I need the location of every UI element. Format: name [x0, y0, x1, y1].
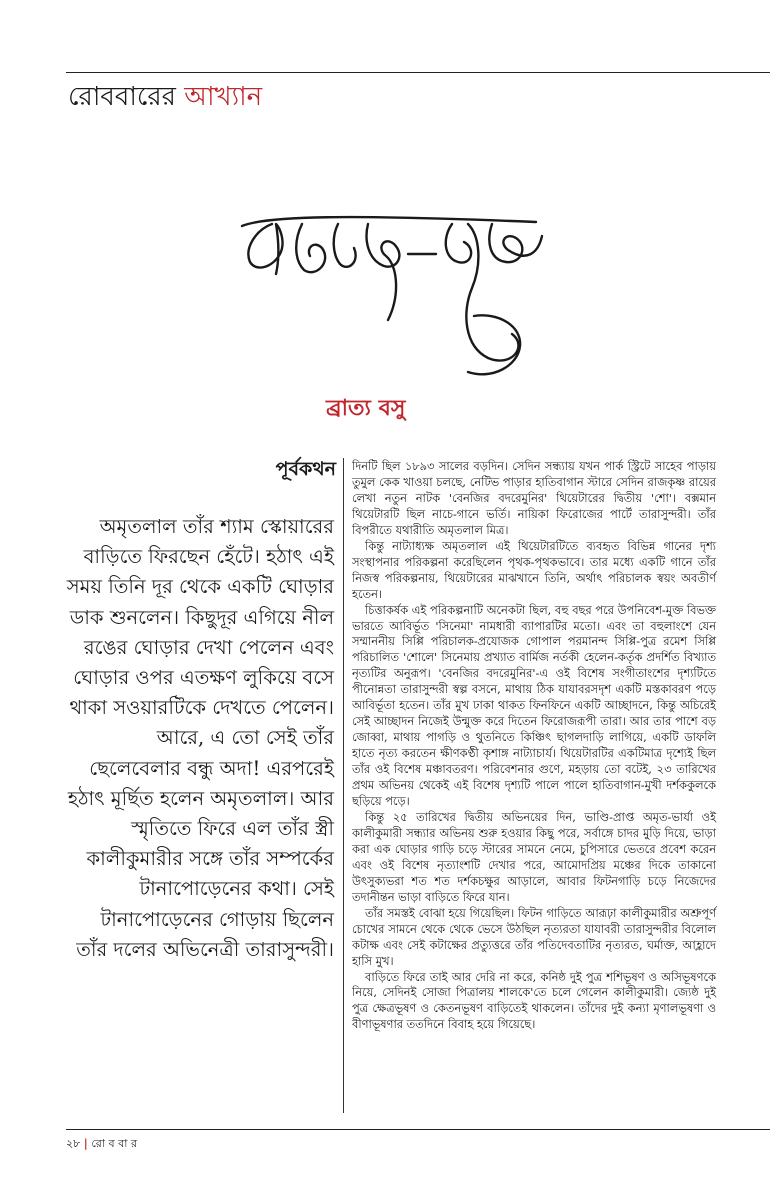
magazine-name: রো ব বা র [91, 1137, 137, 1150]
page-footer [66, 1136, 137, 1152]
intro-text: অমৃতলাল তাঁর শ্যাম স্কোয়ারের বাড়িতে ফিরছেন হেঁটে। হঠাৎ এই সময় তিনি দূর থেকে একটি ঘোড়ার ডাক শুনলেন। কিছুদূর এগিয়ে নীল রঙের ঘোড়ার দেখা পেলেন এবং ঘোড়ার ওপর এতক্ষণ লুকিয়ে বসে থাকা সওয়ারটিকে দেখতে পেলেন। আরে, এ তো সেই তাঁর ছেলেবেলার বন্ধু অদা! এরপরেই হঠাৎ মূর্ছিত হলেন অমৃতলাল। আর স্মৃতিতে ফিরে এল তাঁর স্ত্রী কালীকুমারীর সঙ্গে তাঁর সম্পর্কের টানাপোড়েনের কথা। সেই টানাপোড়েনের গোড়ায় ছিলেন তাঁর দলের অভিনেত্রী তারাসুন্দরী। [66, 515, 334, 961]
body-paragraph: বাড়িতে ফিরে তাই আর দেরি না করে, কনিষ্ঠ দুই পুত্র শশিভূষণ ও অসিভূষণকে নিয়ে, সেদিনই সোজা পিত্রালয় শালকে'তে চলে গেলেন কালীকুমারী। জ্যেষ্ঠ দুই পুত্র ক্ষেত্রভূষণ ও কেতনভূষণ বাড়িতেই থাকলেন। তাঁদের দুই কন্যা মৃণালভূষণা ও বীণাভূষণার ততদিনে বিবাহ হয়ে গিয়েছে। [352, 969, 716, 1032]
article-body [352, 459, 716, 1033]
page-number: ২৮ [66, 1137, 81, 1150]
body-paragraph: তাঁর সমস্তই বোঝা হয়ে গিয়েছিল। ফিটন গাড়িতে আরূঢ়া কালীকুমারীর অশ্রুপূর্ণ চোখের সামনে থেকে থেকে ভেসে উঠছিল নৃত্যরতা যাযাবরী তারাসুন্দরীর বিলোল কটাক্ষ এবং সেই কটাক্ষের প্রত্যুত্তরে তাঁর পতিদেবতাটির নৃত্যরত, ঘর্মাক্ত, আহ্লাদে হাসি মুখ। [352, 905, 716, 968]
header-rule [66, 72, 770, 73]
body-paragraph: কিন্তু ২৫ তারিখের দ্বিতীয় অভিনয়ের দিন, ভাণ্ডি-প্রাপ্ত অমৃত-ভার্যা ওই কালীকুমারী সন্ধ্যার অভিনয় শুরু হওয়ার কিছু পরে, সর্বাঙ্গে চাদর মুড়ি দিয়ে, ভাড়া করা এক ঘোড়ার গাড়ি চড়ে স্টারের সামনে নেমে, চুপিসারে ভেতরে প্রবেশ করেন এবং ওই বিশেষ নৃত্যাংশটি দেখার পরে, আমোদপ্রিয় মঞ্চের দিকে তাকানো উৎসুক্যভরা শত শত দর্শকচক্ষুর আড়ালে, আবার ফিটনগাড়ি চড়ে নিজেদের তদানীন্তন ভাড়া বাড়িতে ফিরে যান। [352, 809, 716, 904]
body-paragraph: কিন্তু নাট্যাধ্যক্ষ অমৃতলাল এই থিয়েটারটিতে ব্যবহৃত বিভিন্ন গানের দৃশ্য সংস্থাপনার পরিকল্পনা করেছিলেন পৃথক-পৃথকভাবে। তার মধ্যে একটি গানে তাঁর নিজস্ব পরিকল্পনায়, থিয়েটারের মাঝখানে তিনি, অর্থাৎ পরিচালক স্বয়ং অবতীর্ণ হতেন। [352, 538, 716, 601]
section-title [68, 80, 262, 114]
body-paragraph: দিনটি ছিল ১৮৯৩ সালের বড়দিন। সেদিন সন্ধ্যায় যখন পার্ক স্ট্রিটে সাহেব পাড়ায় তুমুল কেক খাওয়া চলছে, নেটিভ পাড়ার হাতিবাগান স্টারে সেদিন রাজকৃষ্ণ রায়ের লেখা নতুন নাটক 'বেনজির বদরেমুনির' থিয়েটারের দ্বিতীয় 'শো'। বক্সমান থিয়েটারটি ছিল নাচে-গানে ভর্তি। নায়িকা ফিরোজের পার্টে তারাসুন্দরী। তাঁর বিপরীতে যথারীতি অমৃতলাল মিত্র। [352, 459, 716, 537]
section-title-accent: আখ্যান [184, 82, 263, 112]
author-name: ব্রাত্য বসু [326, 395, 406, 421]
footer-rule [66, 1129, 770, 1130]
footer-separator: | [83, 1137, 88, 1150]
section-title-plain: রোববারের [68, 82, 176, 112]
column-divider [343, 458, 344, 1113]
body-paragraph: চিত্তাকর্ষক এই পরিকল্পনাটি অনেকটা ছিল, বহু বছর পরে উপনিবেশ-মুক্ত বিভক্ত ভারতে আবির্ভূত 'সিনেমা' নামধারী ব্যাপারটির মতো। এবং তা বহুলাংশে যেন সম্মাননীয় সিপ্পি পরিচালক-প্রযোজক গোপাল পরমানন্দ সিপ্পি-পুত্র রমেশ সিপ্পি পরিচালিত 'শোলে' সিনেমায় প্রখ্যাত বার্মিজ নর্তকী হেলেন-কর্তৃক প্রদর্শিত বিখ্যাত নৃত্যটির অনুরূপ। 'বেনজির বদরেমুনির'-এ ওই বিশেষ সংগীতাংশের দৃশ্যটিতে পীনোন্নতা তারাসুন্দরী স্বল্প বসনে, মাথায় ঠিক যাযাবরসদৃশ একটি মস্তকাবরণ পড়ে আবির্ভূতা হতেন। তাঁর মুখ ঢাকা থাকত ফিনফিনে একটি আচ্ছাদনে, কিন্তু অচিরেই সেই আচ্ছাদন নিজেই উন্মুক্ত করে দিতেন ফিরোজরূপী তারা। আর তার পাশে বড় জোব্বা, মাথায় পাগড়ি ও থুতনিতে কিঞ্চিৎ ছাগলদাড়ি লাগিয়ে, একটি ডাফলি হাতে নৃত্য করতেন ক্ষীণকণ্ঠী কৃশাঙ্গ নাট্যাচার্য। থিয়েটারটির একটিমাত্র দৃশ্যেই ছিল তাঁর ওই বিশেষ মঞ্চাবতরণ। পরিবেশনার গুণে, মহড়ায় তো বটেই, ২৩ তারিখের প্রথম অভিনয় থেকেই এই বিশেষ দৃশ্যটি পালে পালে হাতিবাগান-মুখী দর্শককুলকে ছড়িয়ে পড়ে। [352, 602, 716, 809]
article-title-calligraphy [236, 196, 552, 392]
intro-heading: পূর্বকথন [275, 458, 336, 480]
